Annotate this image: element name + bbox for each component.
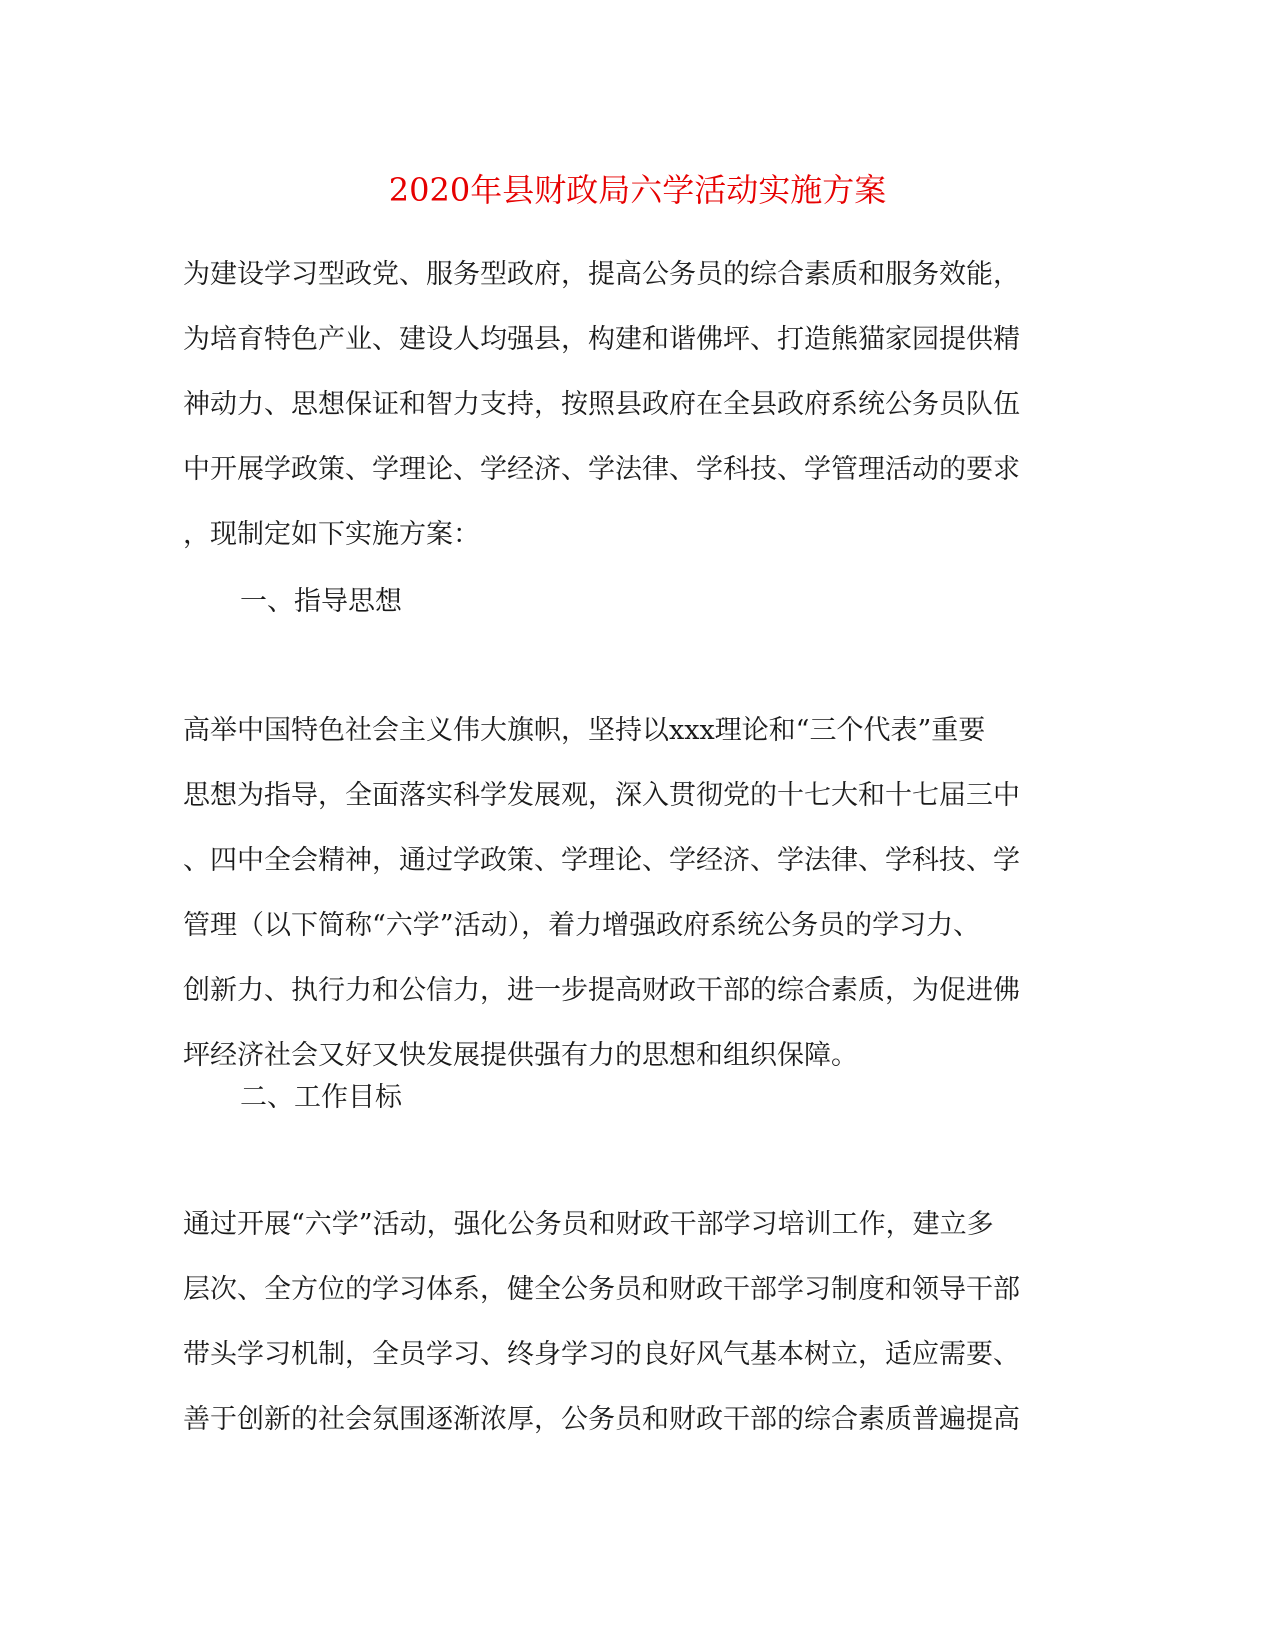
section-heading-work-goals: 二、工作目标 [240, 1082, 402, 1113]
paragraph-line: 创新力、执行力和公信力，进一步提高财政干部的综合素质，为促进佛 [183, 975, 1020, 1006]
paragraph-line: 坪经济社会又好又快发展提供强有力的思想和组织保障。 [183, 1040, 858, 1071]
document-title: 2020年县财政局六学活动实施方案 [388, 171, 887, 209]
paragraph-line: 通过开展“六学”活动，强化公务员和财政干部学习培训工作，建立多 [183, 1209, 994, 1240]
paragraph-line: 思想为指导，全面落实科学发展观，深入贯彻党的十七大和十七届三中 [183, 780, 1020, 811]
paragraph-line: 神动力、思想保证和智力支持，按照县政府在全县政府系统公务员队伍 [183, 389, 1020, 420]
paragraph-line: 善于创新的社会氛围逐渐浓厚，公务员和财政干部的综合素质普遍提高 [183, 1404, 1020, 1435]
guiding-ideology-paragraph [183, 698, 1088, 1088]
paragraph-line: 带头学习机制，全员学习、终身学习的良好风气基本树立，适应需要、 [183, 1339, 1020, 1370]
paragraph-line: 为培育特色产业、建设人均强县，构建和谐佛坪、打造熊猫家园提供精 [183, 324, 1020, 355]
paragraph-line: 层次、全方位的学习体系，健全公务员和财政干部学习制度和领导干部 [183, 1274, 1020, 1305]
intro-paragraph [183, 242, 1088, 567]
section-heading-guiding-ideology: 一、指导思想 [240, 586, 402, 617]
paragraph-line: 中开展学政策、学理论、学经济、学法律、学科技、学管理活动的要求 [183, 454, 1020, 485]
paragraph-line: 为建设学习型政党、服务型政府，提高公务员的综合素质和服务效能， [183, 259, 1020, 290]
paragraph-line: ，现制定如下实施方案： [183, 519, 480, 550]
paragraph-line: 、四中全会精神，通过学政策、学理论、学经济、学法律、学科技、学 [183, 845, 1020, 876]
paragraph-line: 管理（以下简称“六学”活动），着力增强政府系统公务员的学习力、 [183, 910, 981, 941]
work-goals-paragraph [183, 1192, 1088, 1452]
paragraph-line: 高举中国特色社会主义伟大旗帜，坚持以xxx理论和“三个代表”重要 [183, 715, 986, 746]
